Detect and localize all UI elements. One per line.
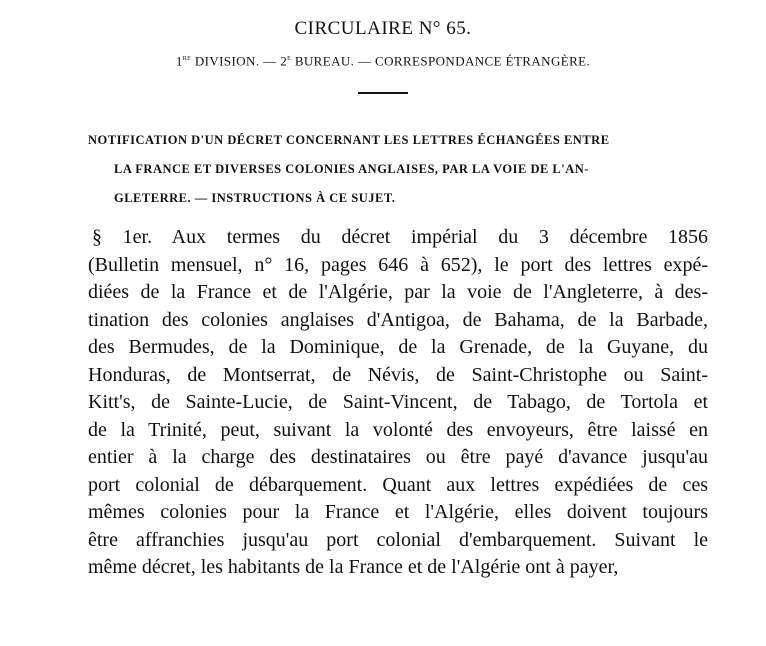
body-line: port colonial de débarquement. Quant aux lettres expédiées de ces [88,473,708,496]
body-line: des Bermudes, de la Dominique, de la Grenade, de la Guyane, du [88,336,708,358]
notice-line: GLETERRE. — INSTRUCTIONS À CE SUJET. [114,191,396,205]
body-line: (Bulletin mensuel, n° 16, pages 646 à 652), le port des lettres expé- [88,253,708,276]
body-line: tination des colonies anglaises d'Antigoa, de Bahama, de la Barbade, [88,308,708,331]
bureau-ordinal: 2 [280,53,288,69]
notice-line: NOTIFICATION D'UN DÉCRET CONCERNANT LES LETTRES ÉCHANGÉES ENTRE [88,133,610,147]
division-word: DIVISION. — [191,53,281,69]
notice-line: LA FRANCE ET DIVERSES COLONIES ANGLAISES, PAR LA VOIE DE L'AN- [114,162,589,176]
body-line: entier à la charge des destinataires ou être payé d'avance jusqu'au [88,446,708,468]
body-line: mêmes colonies pour la France et l'Algérie, elles doivent toujours [88,501,708,523]
bureau-rest: BUREAU. — CORRESPONDANCE ÉTRANGÈRE. [291,53,591,69]
section-divider [358,92,408,94]
body-line: Kitt's, de Sainte-Lucie, de Saint-Vincent, de Tabago, de Tortola et [88,391,708,413]
body-line: être affranchies jusqu'au port colonial d'embarquement. Suivant le [88,528,708,551]
notice-heading [88,126,708,213]
body-line: même décret, les habitants de la France et de l'Algérie ont à payer, [88,556,619,578]
body-line: de la Trinité, peut, suivant la volonté des envoyeurs, être laissé en [88,418,708,441]
body-line: Honduras, de Montserrat, de Névis, de Saint-Christophe ou Saint- [88,363,708,386]
body-line: § 1er. Aux termes du décret impérial du 3 décembre 1856 [92,226,708,248]
bureau-ordinal-suffix: e [287,52,292,62]
division-subtitle [0,52,766,69]
division-ordinal-suffix: re [182,52,192,62]
division-ordinal: 1 [175,53,183,69]
body-paragraph [88,224,708,582]
body-line: diées de la France et de l'Algérie, par la voie de l'Angleterre, à des- [88,281,708,303]
circular-title: CIRCULAIRE N° 65. [294,18,472,39]
